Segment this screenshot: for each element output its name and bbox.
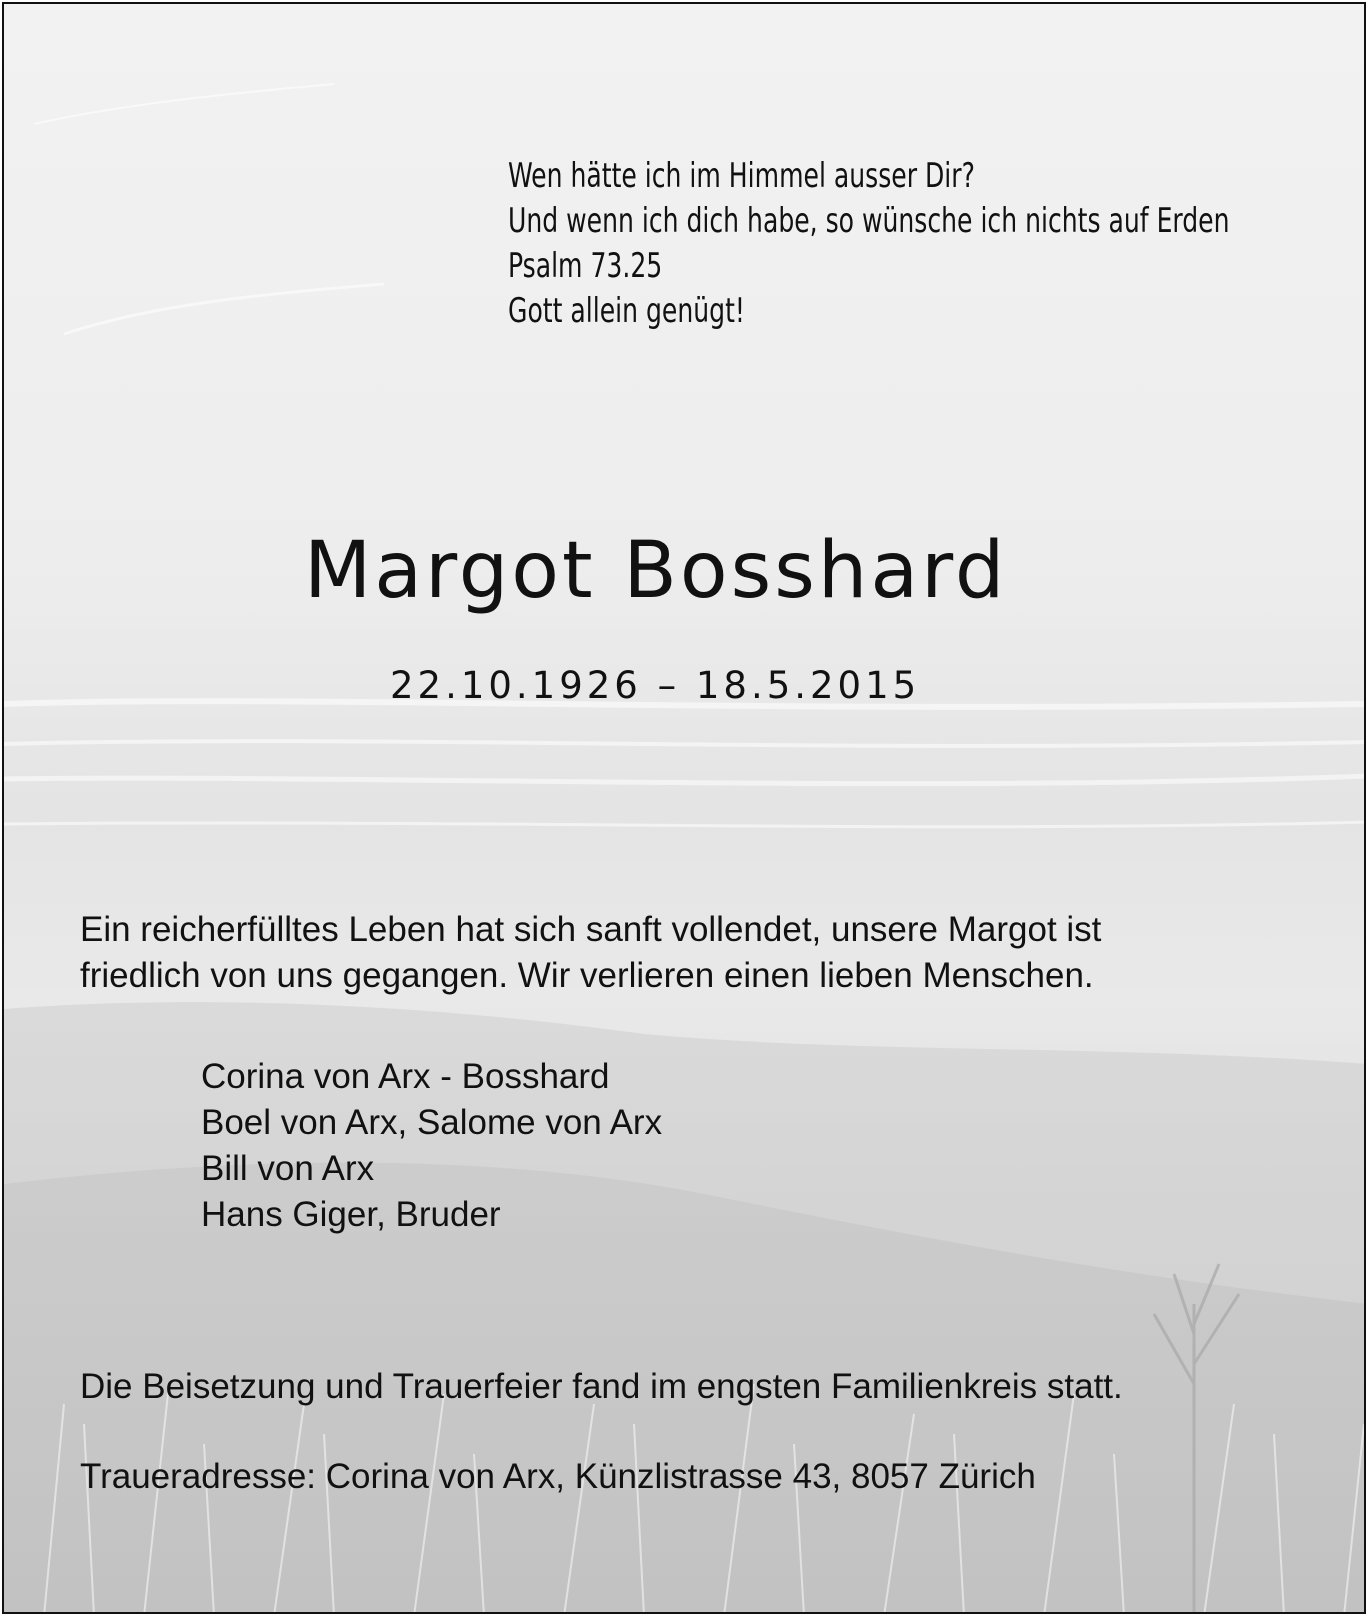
family-list [201,1054,662,1238]
verse-line: Gott allein genügt! [508,291,745,331]
life-dates: 22.10.1926 – 18.5.2015 [390,664,921,707]
message-line: Ein reicherfülltes Leben hat sich sanft vollendet, unsere Margot ist [80,910,1102,949]
message-line: friedlich von uns gegangen. Wir verlieren einen lieben Menschen. [80,956,1094,995]
verse-reference: Psalm 73.25 [508,246,663,286]
mourning-address: Traueradresse: Corina von Arx, Künzlistrasse 43, 8057 Zürich [80,1457,1036,1496]
obituary-message [80,907,1101,999]
family-member: Corina von Arx - Bosshard [201,1057,610,1096]
family-member: Bill von Arx [201,1149,375,1188]
bible-verse [508,154,1229,334]
deceased-name: Margot Bosshard [304,526,1008,616]
obituary-card [2,2,1366,1614]
family-member: Boel von Arx, Salome von Arx [201,1103,663,1142]
verse-line: Und wenn ich dich habe, so wünsche ich nichts auf Erden [508,201,1230,241]
verse-line: Wen hätte ich im Himmel ausser Dir? [508,156,975,196]
family-member: Hans Giger, Bruder [201,1195,501,1234]
funeral-note: Die Beisetzung und Trauerfeier fand im engsten Familienkreis statt. [80,1367,1123,1406]
